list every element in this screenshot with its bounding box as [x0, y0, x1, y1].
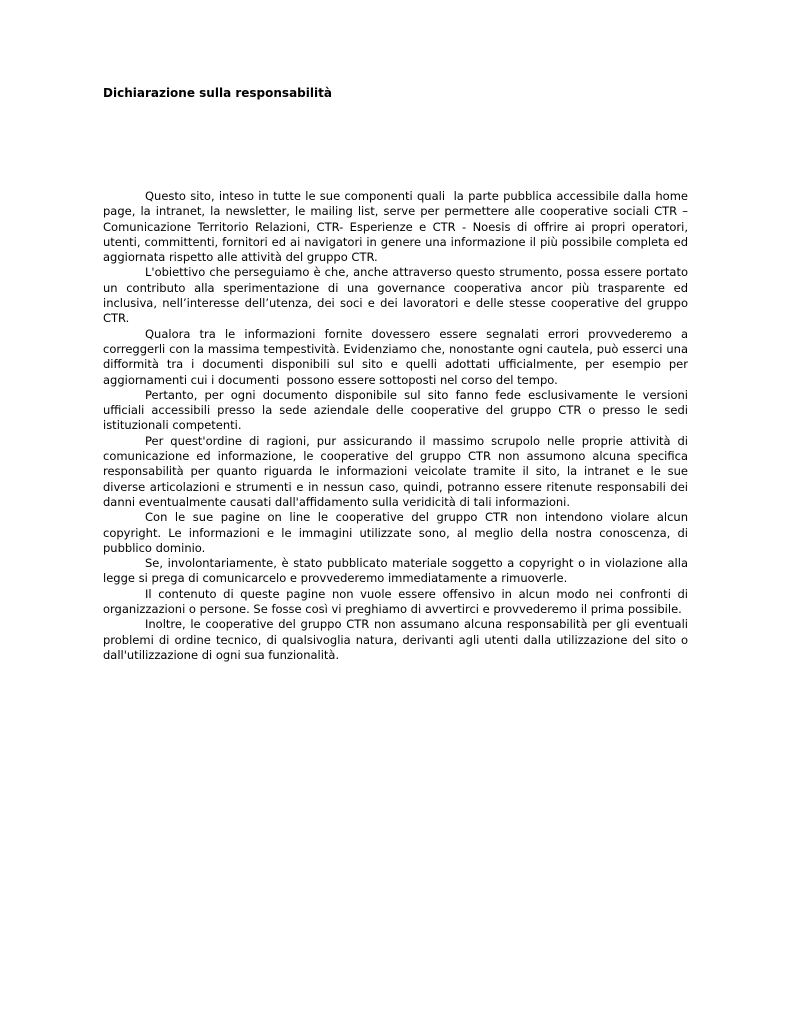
paragraph-removal: Se, involontariamente, è stato pubblicato materiale soggetto a copyright o in violazione alla legge si prega di comunicarcelo e provvederemo immediatamente a rimuoverle.	[103, 556, 692, 586]
paragraph-liability: Per quest'ordine di ragioni, pur assicurando il massimo scrupolo nelle proprie attività di comunicazione ed informazione, le cooperative del gruppo CTR non assumono alcuna specifica responsabilità per quanto riguarda le informazioni veicolate tramite il sito, la intranet e le sue diverse articolazioni e strumenti e in nessun caso, quindi, potranno essere ritenute responsabili dei danni eventualmente causati dall'affidamento sulla veridicità di tali informazioni.	[103, 433, 692, 509]
paragraph-intro: Questo sito, inteso in tutte le sue componenti quali la parte pubblica accessibile dalla home page, la intranet, la newsletter, le mailing list, serve per permettere alle cooperative sociali CTR – Comunicazione Territorio Relazioni, CTR- Esperienze e CTR - Noesis di offrire ai propri operatori, utenti, committenti, fornitori ed ai navigatori in genere una informazione il più possibile completa ed aggiornata rispetto alle attività del gruppo CTR.	[103, 189, 692, 265]
paragraph-official-versions: Pertanto, per ogni documento disponibile sul sito fanno fede esclusivamente le versioni ufficiali accessibili presso la sede aziendale delle cooperative del gruppo CTR o presso le sedi istituzionali competenti.	[103, 387, 692, 433]
paragraph-objective: L'obiettivo che perseguiamo è che, anche attraverso questo strumento, possa essere portato un contributo alla sperimentazione di una governance cooperativa ancor più trasparente ed inclusiva, nell’interesse dell’utenza, dei soci e dei lavoratori e delle stesse cooperative del gruppo CTR.	[103, 265, 692, 326]
paragraph-technical-problems: Inoltre, le cooperative del gruppo CTR non assumano alcuna responsabilità per gli eventuali problemi di ordine tecnico, di qualsivoglia natura, derivanti agli utenti dalla utilizzazione del sito o dall'utilizzazione di ogni sua funzionalità.	[103, 617, 692, 662]
document-title: Dichiarazione sulla responsabilità	[103, 86, 332, 100]
paragraph-copyright: Con le sue pagine on line le cooperative del gruppo CTR non intendono violare alcun copyright. Le informazioni e le immagini utilizzate sono, al meglio della nostra conoscenza, di pubblico dominio.	[103, 510, 692, 555]
paragraph-offensive-content: Il contenuto di queste pagine non vuole essere offensivo in alcun modo nei confronti di organizzazioni o persone. Se fosse così vi preghiamo di avvertirci e provvederemo il prima possibile.	[103, 586, 692, 617]
paragraph-errors: Qualora tra le informazioni fornite dovessero essere segnalati errori provvederemo a correggerli con la massima tempestività. Evidenziamo che, nonostante ogni cautela, può esserci una difformità tra i documenti disponibili sul sito e quelli adottati ufficialmente, per esempio per aggiornamenti cui i documenti possono essere sottoposti nel corso del tempo.	[103, 326, 692, 387]
document-body	[103, 189, 692, 663]
